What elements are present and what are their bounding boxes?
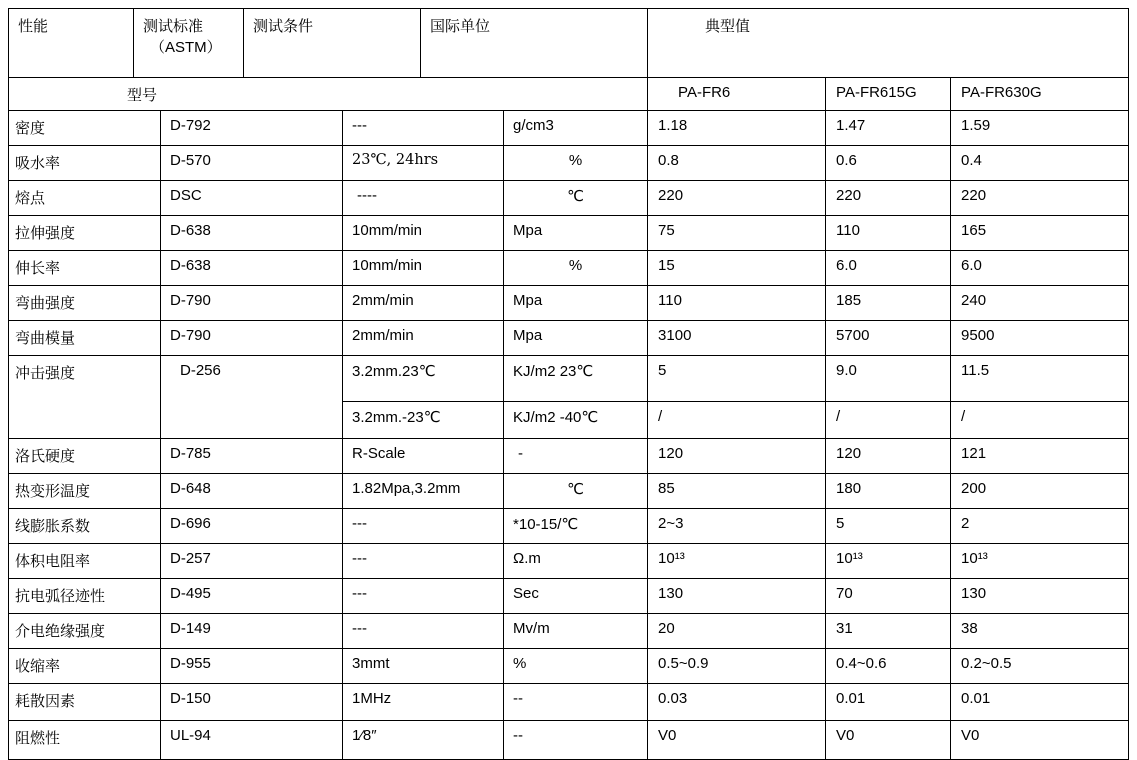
standard-cell: D-785 xyxy=(161,439,343,474)
table-row xyxy=(9,111,1129,146)
condition-cell: 1MHz xyxy=(343,684,504,721)
value-cell: 0.4~0.6 xyxy=(826,649,951,684)
property-cell: 密度 xyxy=(9,111,161,146)
property-header: 性能 xyxy=(9,9,134,78)
value-cell: 10¹³ xyxy=(951,544,1129,579)
value-cell: 185 xyxy=(826,286,951,321)
typical-values-header: 典型值 xyxy=(648,9,1129,78)
standard-cell: D-955 xyxy=(161,649,343,684)
condition-cell: --- xyxy=(343,614,504,649)
value-cell: V0 xyxy=(826,721,951,760)
standard-cell: D-638 xyxy=(161,251,343,286)
value-cell: 2 xyxy=(951,509,1129,544)
value-cell: 38 xyxy=(951,614,1129,649)
header-row xyxy=(9,9,1129,78)
value-cell: 220 xyxy=(648,181,826,216)
unit-cell: Sec xyxy=(504,579,648,614)
table-row xyxy=(9,579,1129,614)
table-row xyxy=(9,356,1129,402)
value-cell: V0 xyxy=(951,721,1129,760)
value-cell: 3100 xyxy=(648,321,826,356)
standard-cell: UL-94 xyxy=(161,721,343,760)
property-cell: 洛氏硬度 xyxy=(9,439,161,474)
standard-header xyxy=(134,9,244,78)
property-cell: 熔点 xyxy=(9,181,161,216)
condition-cell: R-Scale xyxy=(343,439,504,474)
value-cell: 0.01 xyxy=(951,684,1129,721)
property-cell: 抗电弧径迹性 xyxy=(9,579,161,614)
standard-cell: D-257 xyxy=(161,544,343,579)
unit-cell: -- xyxy=(504,721,648,760)
unit-cell: Mpa xyxy=(504,321,648,356)
property-cell: 吸水率 xyxy=(9,146,161,181)
value-cell: 11.5 xyxy=(951,356,1129,402)
property-cell: 弯曲强度 xyxy=(9,286,161,321)
table-row xyxy=(9,146,1129,181)
unit-cell: Mpa xyxy=(504,216,648,251)
condition-cell: 1⁄8″ xyxy=(343,721,504,760)
condition-cell: 3.2mm.-23℃ xyxy=(343,402,504,439)
value-cell: 240 xyxy=(951,286,1129,321)
standard-header-line2: （ASTM） xyxy=(150,39,222,56)
table-row xyxy=(9,614,1129,649)
table-row xyxy=(9,321,1129,356)
table-row xyxy=(9,474,1129,509)
value-cell: 165 xyxy=(951,216,1129,251)
value-cell: 0.2~0.5 xyxy=(951,649,1129,684)
standard-cell: D-790 xyxy=(161,286,343,321)
table-row xyxy=(9,649,1129,684)
value-cell: / xyxy=(648,402,826,439)
value-cell: 5700 xyxy=(826,321,951,356)
value-cell: 6.0 xyxy=(826,251,951,286)
standard-cell: D-150 xyxy=(161,684,343,721)
condition-cell: 3.2mm.23℃ xyxy=(343,356,504,402)
condition-cell: 2mm/min xyxy=(343,321,504,356)
value-cell: 121 xyxy=(951,439,1129,474)
spec-sheet xyxy=(8,8,1129,760)
unit-cell: -- xyxy=(504,684,648,721)
table-row xyxy=(9,181,1129,216)
condition-cell: 10mm/min xyxy=(343,216,504,251)
property-cell: 收缩率 xyxy=(9,649,161,684)
property-cell: 体积电阻率 xyxy=(9,544,161,579)
unit-cell: % xyxy=(504,251,648,286)
unit-cell: ℃ xyxy=(504,181,648,216)
standard-cell: D-792 xyxy=(161,111,343,146)
model-row-label: 型号 xyxy=(9,78,648,111)
unit-cell: - xyxy=(504,439,648,474)
value-cell: 70 xyxy=(826,579,951,614)
value-cell: 0.01 xyxy=(826,684,951,721)
unit-cell: Mpa xyxy=(504,286,648,321)
table-row xyxy=(9,509,1129,544)
value-cell: 9500 xyxy=(951,321,1129,356)
table-row xyxy=(9,684,1129,721)
value-cell: 110 xyxy=(826,216,951,251)
standard-cell: D-149 xyxy=(161,614,343,649)
unit-cell: *10-15/℃ xyxy=(504,509,648,544)
unit-header: 国际单位 xyxy=(421,9,648,78)
property-cell: 耗散因素 xyxy=(9,684,161,721)
standard-cell: D-696 xyxy=(161,509,343,544)
model-row xyxy=(9,78,1129,111)
value-cell: 200 xyxy=(951,474,1129,509)
property-cell: 拉伸强度 xyxy=(9,216,161,251)
condition-cell: --- xyxy=(343,544,504,579)
condition-header: 测试条件 xyxy=(244,9,421,78)
condition-cell: 2mm/min xyxy=(343,286,504,321)
value-cell: 85 xyxy=(648,474,826,509)
value-cell: 130 xyxy=(951,579,1129,614)
property-cell: 弯曲模量 xyxy=(9,321,161,356)
standard-cell: D-648 xyxy=(161,474,343,509)
unit-cell: Ω.m xyxy=(504,544,648,579)
value-cell: 120 xyxy=(648,439,826,474)
value-cell: 0.8 xyxy=(648,146,826,181)
standard-cell: D-790 xyxy=(161,321,343,356)
value-cell: 75 xyxy=(648,216,826,251)
value-cell: V0 xyxy=(648,721,826,760)
value-cell: 120 xyxy=(826,439,951,474)
value-cell: 2~3 xyxy=(648,509,826,544)
property-cell: 伸长率 xyxy=(9,251,161,286)
value-cell: 15 xyxy=(648,251,826,286)
value-cell: 0.5~0.9 xyxy=(648,649,826,684)
value-cell: 1.59 xyxy=(951,111,1129,146)
value-cell: 180 xyxy=(826,474,951,509)
condition-cell: ---- xyxy=(343,181,504,216)
unit-cell: KJ/m2 -40℃ xyxy=(504,402,648,439)
value-cell: 220 xyxy=(951,181,1129,216)
standard-cell: D-495 xyxy=(161,579,343,614)
value-cell: 5 xyxy=(648,356,826,402)
value-cell: 10¹³ xyxy=(826,544,951,579)
value-cell: 31 xyxy=(826,614,951,649)
value-cell: 0.03 xyxy=(648,684,826,721)
property-cell: 介电绝缘强度 xyxy=(9,614,161,649)
table-row xyxy=(9,286,1129,321)
property-cell: 阻燃性 xyxy=(9,721,161,760)
table-row xyxy=(9,721,1129,760)
value-cell: 110 xyxy=(648,286,826,321)
value-cell: 0.6 xyxy=(826,146,951,181)
value-cell: 10¹³ xyxy=(648,544,826,579)
value-cell: 130 xyxy=(648,579,826,614)
value-cell: 9.0 xyxy=(826,356,951,402)
standard-cell: D-256 xyxy=(161,356,343,439)
unit-cell: Mv/m xyxy=(504,614,648,649)
condition-cell: --- xyxy=(343,111,504,146)
standard-header-line1: 测试标准 xyxy=(143,18,204,35)
unit-cell: g/cm3 xyxy=(504,111,648,146)
property-cell: 冲击强度 xyxy=(9,356,161,439)
table-row xyxy=(9,439,1129,474)
standard-cell: DSC xyxy=(161,181,343,216)
unit-cell: % xyxy=(504,146,648,181)
value-cell: 5 xyxy=(826,509,951,544)
unit-cell: ℃ xyxy=(504,474,648,509)
unit-cell: % xyxy=(504,649,648,684)
unit-cell: KJ/m2 23℃ xyxy=(504,356,648,402)
value-cell: / xyxy=(826,402,951,439)
value-cell: 220 xyxy=(826,181,951,216)
condition-cell: 10mm/min xyxy=(343,251,504,286)
standard-cell: D-638 xyxy=(161,216,343,251)
model-name-pa-fr630g: PA-FR630G xyxy=(951,78,1129,111)
table-row xyxy=(9,251,1129,286)
condition-cell: 3mmt xyxy=(343,649,504,684)
table-row xyxy=(9,216,1129,251)
condition-cell: --- xyxy=(343,579,504,614)
condition-cell: --- xyxy=(343,509,504,544)
condition-cell: 1.82Mpa,3.2mm xyxy=(343,474,504,509)
condition-cell: 23℃, 24hrs xyxy=(343,146,504,181)
value-cell: 20 xyxy=(648,614,826,649)
value-cell: 1.47 xyxy=(826,111,951,146)
property-cell: 热变形温度 xyxy=(9,474,161,509)
property-cell: 线膨胀系数 xyxy=(9,509,161,544)
table-row xyxy=(9,544,1129,579)
model-name-pa-fr615g: PA-FR615G xyxy=(826,78,951,111)
standard-cell: D-570 xyxy=(161,146,343,181)
value-cell: / xyxy=(951,402,1129,439)
spec-table xyxy=(8,8,1129,760)
value-cell: 6.0 xyxy=(951,251,1129,286)
value-cell: 0.4 xyxy=(951,146,1129,181)
model-name-pa-fr6: PA-FR6 xyxy=(648,78,826,111)
value-cell: 1.18 xyxy=(648,111,826,146)
